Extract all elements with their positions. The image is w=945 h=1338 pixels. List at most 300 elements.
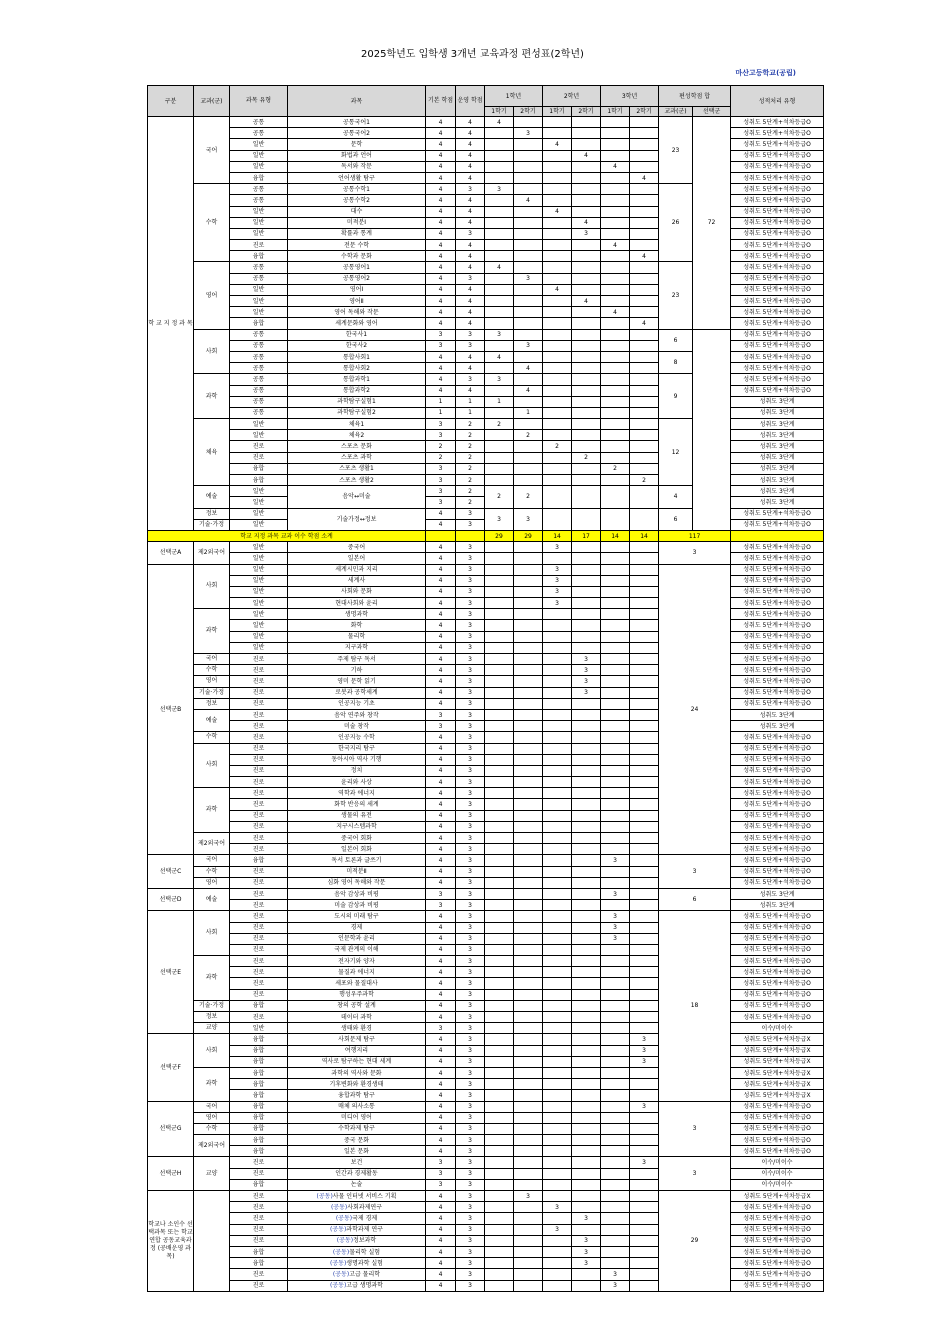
total-y3s2: 14 <box>630 530 659 541</box>
cell-unit: 3 <box>456 1191 485 1202</box>
cell-y2s1 <box>543 777 572 788</box>
group-sel-a: 선택군A <box>148 542 194 564</box>
cell-eval: 성취도 5단계+석차등급O <box>731 273 824 284</box>
cell-y2s2 <box>572 351 601 362</box>
cell-y2s1 <box>543 821 572 832</box>
cell-subject: (공동)사물 인터넷 서비스 기획 <box>288 1191 426 1202</box>
cell-y3s2: 2 <box>630 475 659 486</box>
cell-y2s1 <box>543 1135 572 1146</box>
cell-y2s2 <box>572 1045 601 1056</box>
cell-y1s1 <box>485 877 514 888</box>
cell-y3s1 <box>601 821 630 832</box>
cell-credit: 3 <box>426 888 456 899</box>
cell-y2s2 <box>572 1023 601 1034</box>
cell-subject: (공동)고급 물리학 <box>288 1269 426 1280</box>
cell-y1s2 <box>514 240 543 251</box>
header-sum: 편성학점 합 <box>659 86 731 107</box>
cell-unit: 3 <box>456 228 485 239</box>
cell-y3s1 <box>601 642 630 653</box>
cell-eval: 성취도 5단계+석차등급O <box>731 363 824 374</box>
cell-unit: 3 <box>456 1135 485 1146</box>
cell-y3s2 <box>630 642 659 653</box>
cell-y3s2 <box>630 933 659 944</box>
cell-y1s2 <box>514 620 543 631</box>
cell-y1s1: 1 <box>485 396 514 407</box>
cell-unit: 3 <box>456 900 485 911</box>
cell-y3s2: 3 <box>630 1157 659 1168</box>
cell-y3s2 <box>630 340 659 351</box>
cell-y2s2 <box>572 911 601 922</box>
cell-credit: 4 <box>426 1079 456 1090</box>
cell-subject: 동아시아 역사 기행 <box>288 754 426 765</box>
group-sel-c-gyogwa: 영어 <box>194 877 230 888</box>
cell-y1s2 <box>514 877 543 888</box>
cell-y1s2: 2 <box>514 430 543 441</box>
cell-type: 일반 <box>230 598 288 609</box>
cell-subject: 언어생활 탐구 <box>288 172 426 183</box>
cell-type: 공통 <box>230 195 288 206</box>
cell-y2s2 <box>572 1269 601 1280</box>
cell-y2s2 <box>572 956 601 967</box>
cell-eval: 성취도 5단계+석차등급O <box>731 1246 824 1257</box>
cell-unit: 3 <box>456 620 485 631</box>
cell-subject: 중국어 회화 <box>288 833 426 844</box>
cell-y2s2 <box>572 329 601 340</box>
cell-subject: 문학 <box>288 139 426 150</box>
cell-y3s2 <box>630 1079 659 1090</box>
cell-unit: 3 <box>456 1146 485 1157</box>
group-sel-b-gyogwa: 기술·가정 <box>194 687 230 698</box>
cell-type: 진로 <box>230 687 288 698</box>
cell-unit: 3 <box>456 586 485 597</box>
cell-y2s1: 3 <box>543 542 572 553</box>
cell-type: 일반 <box>230 564 288 575</box>
cell-y2s2 <box>572 553 601 564</box>
cell-y3s1 <box>601 1012 630 1023</box>
cell-y2s2: 3 <box>572 1246 601 1257</box>
cell-y1s2 <box>514 1012 543 1023</box>
cell-y3s1 <box>601 1258 630 1269</box>
cell-unit: 4 <box>456 307 485 318</box>
cell-y2s1 <box>543 765 572 776</box>
cell-type: 공통 <box>230 117 288 128</box>
cell-eval: 성취도 5단계+석차등급O <box>731 262 824 273</box>
cell-subject: 심화 영어 독해와 작문 <box>288 877 426 888</box>
cell-credit: 4 <box>426 1112 456 1123</box>
cell-type: 공통 <box>230 396 288 407</box>
cell-subject: 일본 문화 <box>288 1146 426 1157</box>
cell-eval: 성취도 5단계+석차등급O <box>731 1135 824 1146</box>
cell-eval: 성취도 5단계+석차등급O <box>731 598 824 609</box>
cell-y3s2: 3 <box>630 1056 659 1067</box>
cell-credit: 4 <box>426 676 456 687</box>
cell-y3s2 <box>630 1213 659 1224</box>
cell-credit: 3 <box>426 430 456 441</box>
cell-unit: 4 <box>456 195 485 206</box>
cell-unit: 3 <box>456 1246 485 1257</box>
cell-y3s2 <box>630 631 659 642</box>
cell-y1s1 <box>485 944 514 955</box>
cell-credit: 4 <box>426 385 456 396</box>
cell-eval: 성취도 5단계+석차등급O <box>731 676 824 687</box>
cell-y3s2 <box>630 150 659 161</box>
cell-credit: 2 <box>426 441 456 452</box>
cell-unit: 3 <box>456 687 485 698</box>
cell-y1s2 <box>514 833 543 844</box>
cell-y1s2 <box>514 609 543 620</box>
cell-subject: 음악 감상과 비평 <box>288 888 426 899</box>
cell-credit: 4 <box>426 139 456 150</box>
cell-y3s1: 3 <box>601 1280 630 1291</box>
cell-subject: 기술가정↔정보 <box>288 508 426 530</box>
cell-unit: 2 <box>456 419 485 430</box>
cell-y2s2 <box>572 463 601 474</box>
group-sel-h: 선택군H <box>148 1157 194 1191</box>
cell-type: 공통 <box>230 184 288 195</box>
cell-subject: 공통영어2 <box>288 273 426 284</box>
cell-y1s1 <box>485 1280 514 1291</box>
cell-y3s1 <box>601 598 630 609</box>
cell-eval: 성취도 5단계+석차등급O <box>731 1146 824 1157</box>
cell-y1s1: 3 <box>485 184 514 195</box>
cell-type: 융합 <box>230 1034 288 1045</box>
cell-y2s2 <box>572 866 601 877</box>
total-label: 학교 지정 과목 교과 이수 학점 소계 <box>148 530 426 541</box>
cell-eval: 성취도 5단계+석차등급O <box>731 575 824 586</box>
cell-y2s2 <box>572 844 601 855</box>
cell-y2s1 <box>543 1157 572 1168</box>
cell-y3s1 <box>601 989 630 1000</box>
cell-y2s2 <box>572 877 601 888</box>
cell-credit: 4 <box>426 642 456 653</box>
cell-subject: 도시의 미래 탐구 <box>288 911 426 922</box>
cell-type: 공통 <box>230 262 288 273</box>
cell-y1s2: 3 <box>514 273 543 284</box>
cell-y1s2 <box>514 1246 543 1257</box>
cell-y2s2 <box>572 128 601 139</box>
gyogwa-0: 국어 <box>194 117 230 184</box>
cell-type: 진로 <box>230 978 288 989</box>
cell-y1s1 <box>485 1235 514 1246</box>
cell-y1s1 <box>485 1079 514 1090</box>
cell-y2s2 <box>572 698 601 709</box>
cell-subject: 기후변화와 환경생태 <box>288 1079 426 1090</box>
cell-unit: 3 <box>456 1079 485 1090</box>
cell-y3s1 <box>601 1191 630 1202</box>
cell-y2s1 <box>543 631 572 642</box>
cell-eval: 성취도 5단계+석차등급O <box>731 844 824 855</box>
table-row <box>148 564 824 575</box>
cell-unit: 4 <box>456 351 485 362</box>
cell-unit: 2 <box>456 486 485 497</box>
cell-y2s2 <box>572 1112 601 1123</box>
cell-type: 진로 <box>230 1168 288 1179</box>
cell-y2s2 <box>572 1157 601 1168</box>
cell-y3s2 <box>630 1000 659 1011</box>
cell-y2s1 <box>543 642 572 653</box>
cell-y3s1 <box>601 340 630 351</box>
cell-y2s1 <box>543 318 572 329</box>
cell-y1s2 <box>514 654 543 665</box>
cell-credit: 3 <box>426 1023 456 1034</box>
cell-y3s2 <box>630 284 659 295</box>
cell-eval: 성취도 5단계+석차등급O <box>731 340 824 351</box>
cell-y2s1 <box>543 262 572 273</box>
cell-unit: 3 <box>456 1157 485 1168</box>
cell-eval: 성취도 5단계+석차등급O <box>731 989 824 1000</box>
cell-y3s1: 3 <box>601 888 630 899</box>
cell-subject: 데이터 과학 <box>288 1012 426 1023</box>
cell-y2s1 <box>543 117 572 128</box>
cell-unit: 3 <box>456 1224 485 1235</box>
cell-type: 공통 <box>230 374 288 385</box>
cell-subject: 세포와 물질대사 <box>288 978 426 989</box>
total-sum: 117 <box>659 530 731 541</box>
cell-y3s1 <box>601 900 630 911</box>
cell-unit: 3 <box>456 1123 485 1134</box>
cell-eval: 성취도 5단계+석차등급O <box>731 217 824 228</box>
cell-y1s1 <box>485 564 514 575</box>
cell-eval: 성취도 5단계+석차등급O <box>731 754 824 765</box>
cell-unit: 4 <box>456 206 485 217</box>
header-sum-select: 선택군 <box>693 107 731 117</box>
cell-type: 융합 <box>230 318 288 329</box>
cell-y2s1 <box>543 810 572 821</box>
cell-eval: 성취도 5단계+석차등급O <box>731 1012 824 1023</box>
cell-y1s1 <box>485 195 514 206</box>
cell-unit: 3 <box>456 721 485 732</box>
sum-select-empty <box>693 329 731 530</box>
cell-y2s2 <box>572 933 601 944</box>
cell-subject: 미적분Ⅰ <box>288 217 426 228</box>
cell-unit: 3 <box>456 810 485 821</box>
group-sel-c-gyogwa: 국어 <box>194 855 230 866</box>
cell-y3s1 <box>601 1146 630 1157</box>
cell-credit: 4 <box>426 1090 456 1101</box>
cell-y1s2 <box>514 698 543 709</box>
cell-y1s2 <box>514 1269 543 1280</box>
group-sel-e: 선택군E <box>148 911 194 1034</box>
cell-y2s2 <box>572 206 601 217</box>
cell-eval: 성취도 5단계+석차등급O <box>731 385 824 396</box>
cell-y2s1 <box>543 900 572 911</box>
cell-y2s1 <box>543 967 572 978</box>
cell-unit: 3 <box>456 1202 485 1213</box>
cell-eval: 성취도 5단계+석차등급O <box>731 956 824 967</box>
cell-y2s1 <box>543 654 572 665</box>
cell-credit: 3 <box>426 1168 456 1179</box>
cell-eval: 이수/미이수 <box>731 1157 824 1168</box>
table-row <box>148 855 824 866</box>
cell-eval: 성취도 5단계+석차등급O <box>731 1202 824 1213</box>
cell-y2s2 <box>572 799 601 810</box>
cell-y1s2 <box>514 553 543 564</box>
cell-y3s1 <box>601 956 630 967</box>
cell-subject: 미디어 영어 <box>288 1112 426 1123</box>
cell-y2s2 <box>572 888 601 899</box>
cell-y1s2 <box>514 1213 543 1224</box>
cell-unit: 3 <box>456 1000 485 1011</box>
cell-y3s2 <box>630 195 659 206</box>
cell-y2s1 <box>543 1079 572 1090</box>
cell-subject: 한국사1 <box>288 329 426 340</box>
cell-subject: 역사로 탐구하는 현대 세계 <box>288 1056 426 1067</box>
cell-y1s1 <box>485 1112 514 1123</box>
cell-credit: 4 <box>426 508 456 519</box>
cell-subject: 수학과 문화 <box>288 251 426 262</box>
cell-subject: 미술 감상과 비평 <box>288 900 426 911</box>
cell-subject: (공동)물리학 실험 <box>288 1246 426 1257</box>
cell-y3s1 <box>601 139 630 150</box>
cell-unit: 3 <box>456 654 485 665</box>
cell-y2s1: 3 <box>543 1202 572 1213</box>
cell-y1s2 <box>514 262 543 273</box>
cell-eval: 성취도 5단계+석차등급O <box>731 821 824 832</box>
cell-unit: 3 <box>456 765 485 776</box>
cell-eval: 이수/미이수 <box>731 1179 824 1190</box>
cell-eval: 성취도 3단계 <box>731 888 824 899</box>
cell-subject: 영어Ⅰ <box>288 284 426 295</box>
cell-unit: 4 <box>456 363 485 374</box>
cell-y3s1 <box>601 978 630 989</box>
cell-credit: 4 <box>426 1213 456 1224</box>
cell-eval: 성취도 3단계 <box>731 441 824 452</box>
cell-type: 일반 <box>230 508 288 519</box>
cell-y3s1 <box>601 452 630 463</box>
cell-credit: 4 <box>426 765 456 776</box>
cell-type: 공통 <box>230 351 288 362</box>
cell-eval: 성취도 5단계+석차등급O <box>731 654 824 665</box>
cell-y3s2 <box>630 709 659 720</box>
cell-unit: 3 <box>456 732 485 743</box>
cell-subject: 주제 탐구 독서 <box>288 654 426 665</box>
cell-y3s1 <box>601 262 630 273</box>
cell-y2s1 <box>543 217 572 228</box>
cell-eval: 성취도 5단계+석차등급X <box>731 1191 824 1202</box>
cell-y3s2: 3 <box>630 1034 659 1045</box>
cell-unit: 2 <box>456 441 485 452</box>
cell-y1s2 <box>514 228 543 239</box>
cell-y2s1 <box>543 933 572 944</box>
cell-y1s2 <box>514 1224 543 1235</box>
gyogwa-4: 과학 <box>194 374 230 419</box>
cell-eval: 성취도 3단계 <box>731 396 824 407</box>
cell-y1s2 <box>514 1112 543 1123</box>
cell-y2s1 <box>543 296 572 307</box>
cell-y1s1 <box>485 855 514 866</box>
cell-eval: 성취도 5단계+석차등급O <box>731 1000 824 1011</box>
cell-y2s2 <box>572 1123 601 1134</box>
cell-type: 진로 <box>230 765 288 776</box>
cell-y2s2 <box>572 821 601 832</box>
cell-eval: 성취도 5단계+석차등급O <box>731 329 824 340</box>
header-gyogwa: 교과(군) <box>194 86 230 117</box>
cell-y2s2 <box>572 251 601 262</box>
cell-y1s2 <box>514 676 543 687</box>
group-sel-a-gyogwa: 제2외국어 <box>194 542 230 564</box>
cell-unit: 2 <box>456 475 485 486</box>
cell-y3s2 <box>630 687 659 698</box>
cell-y1s1 <box>485 676 514 687</box>
cell-y3s1 <box>601 475 630 486</box>
cell-y1s2 <box>514 922 543 933</box>
cell-type: 융합 <box>230 172 288 183</box>
cell-subject: 전자기와 양자 <box>288 956 426 967</box>
cell-y1s1 <box>485 273 514 284</box>
cell-type: 융합 <box>230 1000 288 1011</box>
cell-eval: 성취도 5단계+석차등급O <box>731 228 824 239</box>
cell-credit: 4 <box>426 1246 456 1257</box>
cell-y2s2 <box>572 240 601 251</box>
cell-y3s1: 2 <box>601 463 630 474</box>
cell-credit: 4 <box>426 1056 456 1067</box>
cell-credit: 4 <box>426 1135 456 1146</box>
cell-unit: 3 <box>456 922 485 933</box>
cell-eval: 성취도 5단계+석차등급O <box>731 564 824 575</box>
cell-y1s1 <box>485 1146 514 1157</box>
cell-subject: 통합사회1 <box>288 351 426 362</box>
cell-y2s1 <box>543 799 572 810</box>
cell-credit: 4 <box>426 117 456 128</box>
cell-y2s2 <box>572 922 601 933</box>
cell-credit: 4 <box>426 1045 456 1056</box>
cell-y2s2 <box>572 273 601 284</box>
cell-type: 진로 <box>230 732 288 743</box>
cell-eval: 성취도 5단계+석차등급O <box>731 139 824 150</box>
cell-eval: 성취도 3단계 <box>731 486 824 497</box>
cell-credit: 4 <box>426 553 456 564</box>
cell-eval: 성취도 5단계+석차등급O <box>731 1269 824 1280</box>
cell-credit: 4 <box>426 698 456 709</box>
cell-y2s2 <box>572 1280 601 1291</box>
cell-y2s1 <box>543 553 572 564</box>
cell-y1s2 <box>514 296 543 307</box>
cell-unit: 3 <box>456 944 485 955</box>
cell-unit: 4 <box>456 161 485 172</box>
cell-eval: 성취도 5단계+석차등급O <box>731 620 824 631</box>
cell-unit: 3 <box>456 1168 485 1179</box>
group-sel-b-gyogwa: 수학 <box>194 732 230 743</box>
cell-type: 융합 <box>230 1112 288 1123</box>
cell-eval: 성취도 5단계+석차등급O <box>731 553 824 564</box>
cell-y2s1: 3 <box>543 575 572 586</box>
cell-credit: 3 <box>426 721 456 732</box>
cell-y3s1 <box>601 1157 630 1168</box>
cell-unit: 3 <box>456 978 485 989</box>
cell-y2s1 <box>543 866 572 877</box>
cell-y3s1 <box>601 296 630 307</box>
cell-y2s2 <box>572 1179 601 1190</box>
cell-credit: 4 <box>426 1000 456 1011</box>
cell-y3s2 <box>630 206 659 217</box>
group-school-designated: 학 교 지 정 과 목 <box>148 117 194 531</box>
joint-prefix: (공동) <box>335 1214 353 1222</box>
cell-type: 융합 <box>230 1090 288 1101</box>
cell-y2s1 <box>543 732 572 743</box>
cell-y2s2 <box>572 396 601 407</box>
cell-type: 일반 <box>230 228 288 239</box>
cell-unit: 3 <box>456 1012 485 1023</box>
cell-subject: 과학의 역사와 문화 <box>288 1067 426 1078</box>
cell-y2s2 <box>572 486 601 508</box>
cell-eval: 성취도 5단계+석차등급O <box>731 877 824 888</box>
cell-y2s1 <box>543 1090 572 1101</box>
cell-y3s2 <box>630 351 659 362</box>
cell-y3s2 <box>630 575 659 586</box>
cell-y3s2 <box>630 262 659 273</box>
cell-y3s2 <box>630 788 659 799</box>
cell-credit: 4 <box>426 262 456 273</box>
